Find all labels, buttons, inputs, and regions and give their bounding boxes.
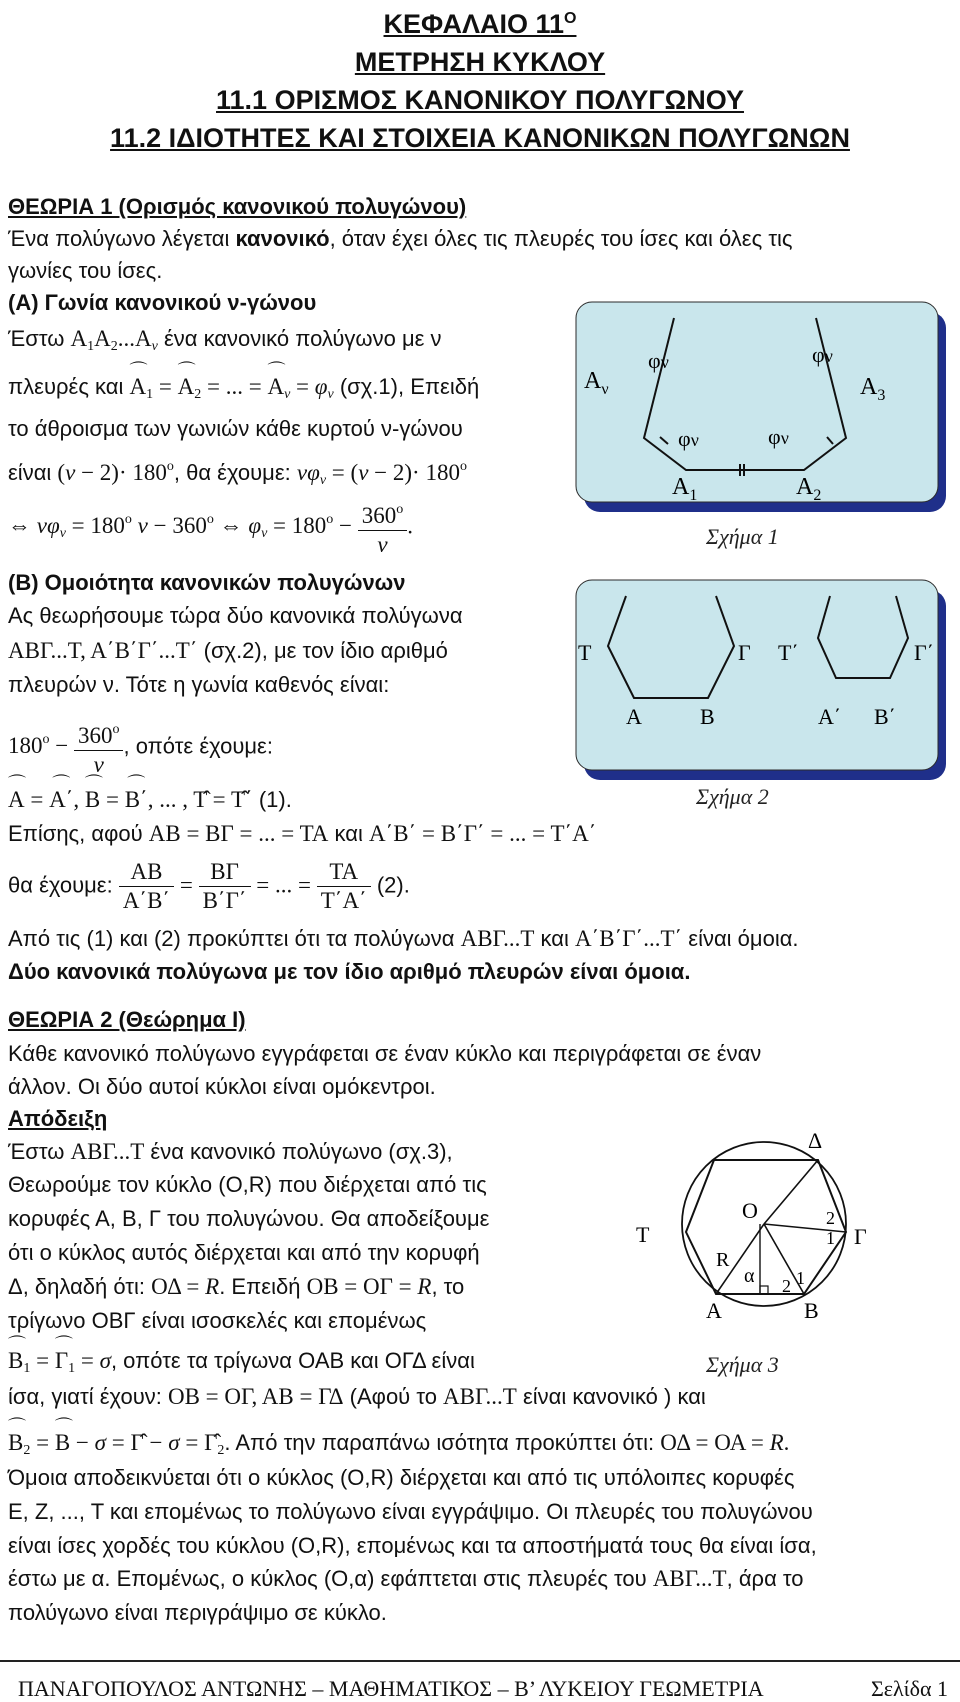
partB-line7: θα έχουμε: $\frac{AB}{A΄B΄}$ = $\frac{B\Gamma}{B΄\Gamma΄}$ = ... = $\frac{TA}{T΄A΄}$ (2). [8,859,410,913]
partA-line5: ⇔ $\nu\varphi_\nu = 180^o$ $\nu - 360^o$ ⇔ $\varphi_\nu = 180^o$ − $\frac{360^o}{\nu}$ . [8,496,413,559]
label-bp: Β΄ [874,704,896,729]
page-number: Σελίδα 1 [870,1676,948,1701]
label-d: Δ [808,1128,823,1153]
label-av: $A_\nu$ [584,368,609,398]
figure-3 [614,1120,874,1348]
figure-2-caption: Σχήμα 2 [696,784,769,809]
proof-line6: τρίγωνο ΟΒΓ είναι ισοσκελές και επομένως [8,1308,427,1333]
label-angle-2a: 2 [826,1208,835,1228]
figure-1-caption: Σχήμα 1 [706,524,779,549]
proof-line8: ίσα, γιατί έχουν: ΟΒ = ΟΓ, ΑΒ = ΓΔ (Αφού το ΑΒΓ...Τ είναι κανονικό ) και [8,1384,706,1409]
proof-line4: ότι ο κύκλος αυτός διέρχεται και από την κορυφή [8,1240,480,1265]
label-o: Ο [742,1198,758,1223]
label-b: Β [700,704,715,729]
proof-line13: έστω με α. Επομένως, ο κύκλος (Ο,α) εφάπτεται στις πλευρές του ΑΒΓ...Τ, άρα το [8,1566,804,1591]
partB-line2: ΑΒΓ...Τ, Α΄Β΄Γ΄...Τ΄ (σχ.2), με τον ίδιο αριθμό [8,638,448,663]
label-phi-1: φν [648,348,669,373]
label-tp: Τ΄ [778,640,799,665]
label-a: Α [626,704,642,729]
label-ap: Α΄ [818,704,842,729]
label-t: Τ [578,640,592,665]
subsection-title-1: 11.1 ΟΡΙΣΜΟΣ ΚΑΝΟΝΙΚΟΥ ΠΟΛΥΓΩΝΟΥ [216,85,744,115]
proof-heading: Απόδειξη [8,1106,108,1131]
chapter-title: ΚΕΦΑΛΑΙΟ $11^O$ [383,9,577,39]
conclusion-line: Δύο κανονικά πολύγωνα με τον ίδιο αριθμό πλευρών είναι όμοια. [8,959,691,984]
theory1-heading: ΘΕΩΡΙΑ 1 (Ορισμός κανονικού πολυγώνου) [8,194,467,219]
partB-line1: Ας θεωρήσουμε τώρα δύο κανονικά πολύγωνα [8,603,463,628]
label-alpha: α [744,1265,755,1287]
subsection-title-2: 11.2 ΙΔΙΟΤΗΤΕΣ ΚΑΙ ΣΤΟΙΧΕΙΑ ΚΑΝΟΝΙΚΩΝ ΠΟΛΥΓΩΝΩΝ [110,123,850,153]
proof-line12: είναι ίσες χορδές του κύκλου (Ο,R), επομένως και τα αποστήματά τους θα είναι ίσα, [8,1533,817,1558]
partB-line4: $180^o$ − $\frac{360^o}{\nu}$ , οπότε έχουμε: [8,716,273,779]
partA-line4: είναι $(\nu - 2)\cdot 180^o$, θα έχουμε: $\nu\varphi_\nu = (\nu - 2)\cdot 180^o$ [8,459,467,488]
label-r: R [716,1249,730,1271]
label-t3: Τ [636,1222,650,1247]
proof-line3: κορυφές Α, Β, Γ του πολυγώνου. Θα αποδείξουμε [8,1206,490,1231]
partA-heading: (Α) Γωνία κανονικού ν-γώνου [8,290,317,315]
definition-line1: Ένα πολύγωνο λέγεται κανονικό, όταν έχει όλες τις πλευρές του ίσες και όλες τις [8,226,793,251]
label-phi-4: φν [768,424,789,449]
footer-author: ΠΑΝΑΓΟΠΟΥΛΟΣ ΑΝΤΩΝΗΣ – ΜΑΘΗΜΑΤΙΚΟΣ – Β’ ΛΥΚΕΙΟΥ ΓΕΩΜΕΤΡΙΑ [18,1676,764,1701]
label-g: Γ [738,640,751,665]
title-block [0,0,960,157]
theorem-line2: άλλον. Οι δύο αυτοί κύκλοι είναι ομόκεντροι. [8,1074,436,1099]
label-phi-3: φν [678,426,699,451]
label-g3: Γ [854,1224,867,1249]
proof-line1: Έστω ΑΒΓ...Τ ένα κανονικό πολύγωνο (σχ.3), [8,1139,453,1164]
partB-line3: πλευρών ν. Τότε η γωνία καθενός είναι: [8,672,390,697]
definition-line2: γωνίες του ίσες. [8,258,163,283]
label-b3: Β [804,1298,819,1323]
page-footer [0,1660,960,1701]
label-a2: $A_2$ [796,474,822,504]
figure-3-caption: Σχήμα 3 [706,1352,779,1377]
theorem-line1: Κάθε κανονικό πολύγωνο εγγράφεται σε έναν κύκλο και περιγράφεται σε έναν [8,1041,762,1066]
figure-2-panel [576,580,938,770]
partA-line2: πλευρές και ⌒ $A_1$ = ⌒ $A_2$ = ... = ⌒ $A_\nu = \varphi_\nu$ (σχ.1), Επειδή [8,372,479,410]
label-angle-2b: 2 [782,1276,791,1296]
proof-line5: Δ, δηλαδή ότι: ΟΔ = R. Επειδή ΟΒ = ΟΓ = R, το [8,1274,465,1299]
proof-line11: Ε, Ζ, ..., Τ και επομένως το πολύγωνο είναι εγγράψιμο. Οι πλευρές του πολυγώνου [8,1499,813,1524]
proof-line2: Θεωρούμε τον κύκλο (Ο,R) που διέρχεται από τις [8,1172,487,1197]
label-a3: $A_3$ [860,374,886,404]
figure-2 [574,578,954,784]
partA-line1: Έστω $A_1A_2...A_\nu$ ένα κανονικό πολύγωνο με ν [8,326,442,354]
partB-line5: ⌒ Α = ⌒ Α΄, ⌒ Β = ⌒ Β΄, ... , Τ̂ = Τ̂΄ (1). [8,785,292,815]
label-angle-1b: 1 [796,1268,805,1288]
partA-line3: το άθροισμα των γωνιών κάθε κυρτού ν-γώνου [8,416,463,441]
proof-line14: πολύγωνο είναι περιγράψιμο σε κύκλο. [8,1600,387,1625]
label-a1: $A_1$ [672,474,698,504]
theory2-heading: ΘΕΩΡΙΑ 2 (Θεώρημα Ι) [8,1007,246,1032]
label-gp: Γ΄ [914,640,935,665]
proof-line7: ⌒ $B_1$ = ⌒ $\Gamma_1 = \sigma$, οπότε τα τρίγωνα ΟΑΒ και ΟΓΔ είναι [8,1346,475,1384]
label-angle-1a: 1 [826,1228,835,1248]
label-phi-2: φν [812,342,833,367]
partB-line6: Επίσης, αφού ΑΒ = ΒΓ = ... = ΤΑ και Α΄Β΄ = Β΄Γ΄ = ... = Τ΄Α΄ [8,821,597,846]
label-a3: Α [706,1298,722,1323]
section-title: ΜΕΤΡΗΣΗ ΚΥΚΛΟΥ [354,47,606,77]
proof-line9: ⌒ $B_2$ = ⌒ Β − σ = Γ̂ − $\sigma = \Gammâ_2$. Από την παραπάνω ισότητα προκύπτει ότι: ΟΔ = ΟΑ = R. [8,1428,789,1466]
figure-1 [574,298,954,516]
partB-heading: (Β) Ομοιότητα κανονικών πολυγώνων [8,570,406,595]
proof-line10: Όμοια αποδεικνύεται ότι ο κύκλος (Ο,R) διέρχεται και από τις υπόλοιπες κορυφές [8,1465,795,1490]
partB-line8: Από τις (1) και (2) προκύπτει ότι τα πολύγωνα ΑΒΓ...Τ και Α΄Β΄Γ΄...Τ΄ είναι όμοια. [8,926,799,951]
